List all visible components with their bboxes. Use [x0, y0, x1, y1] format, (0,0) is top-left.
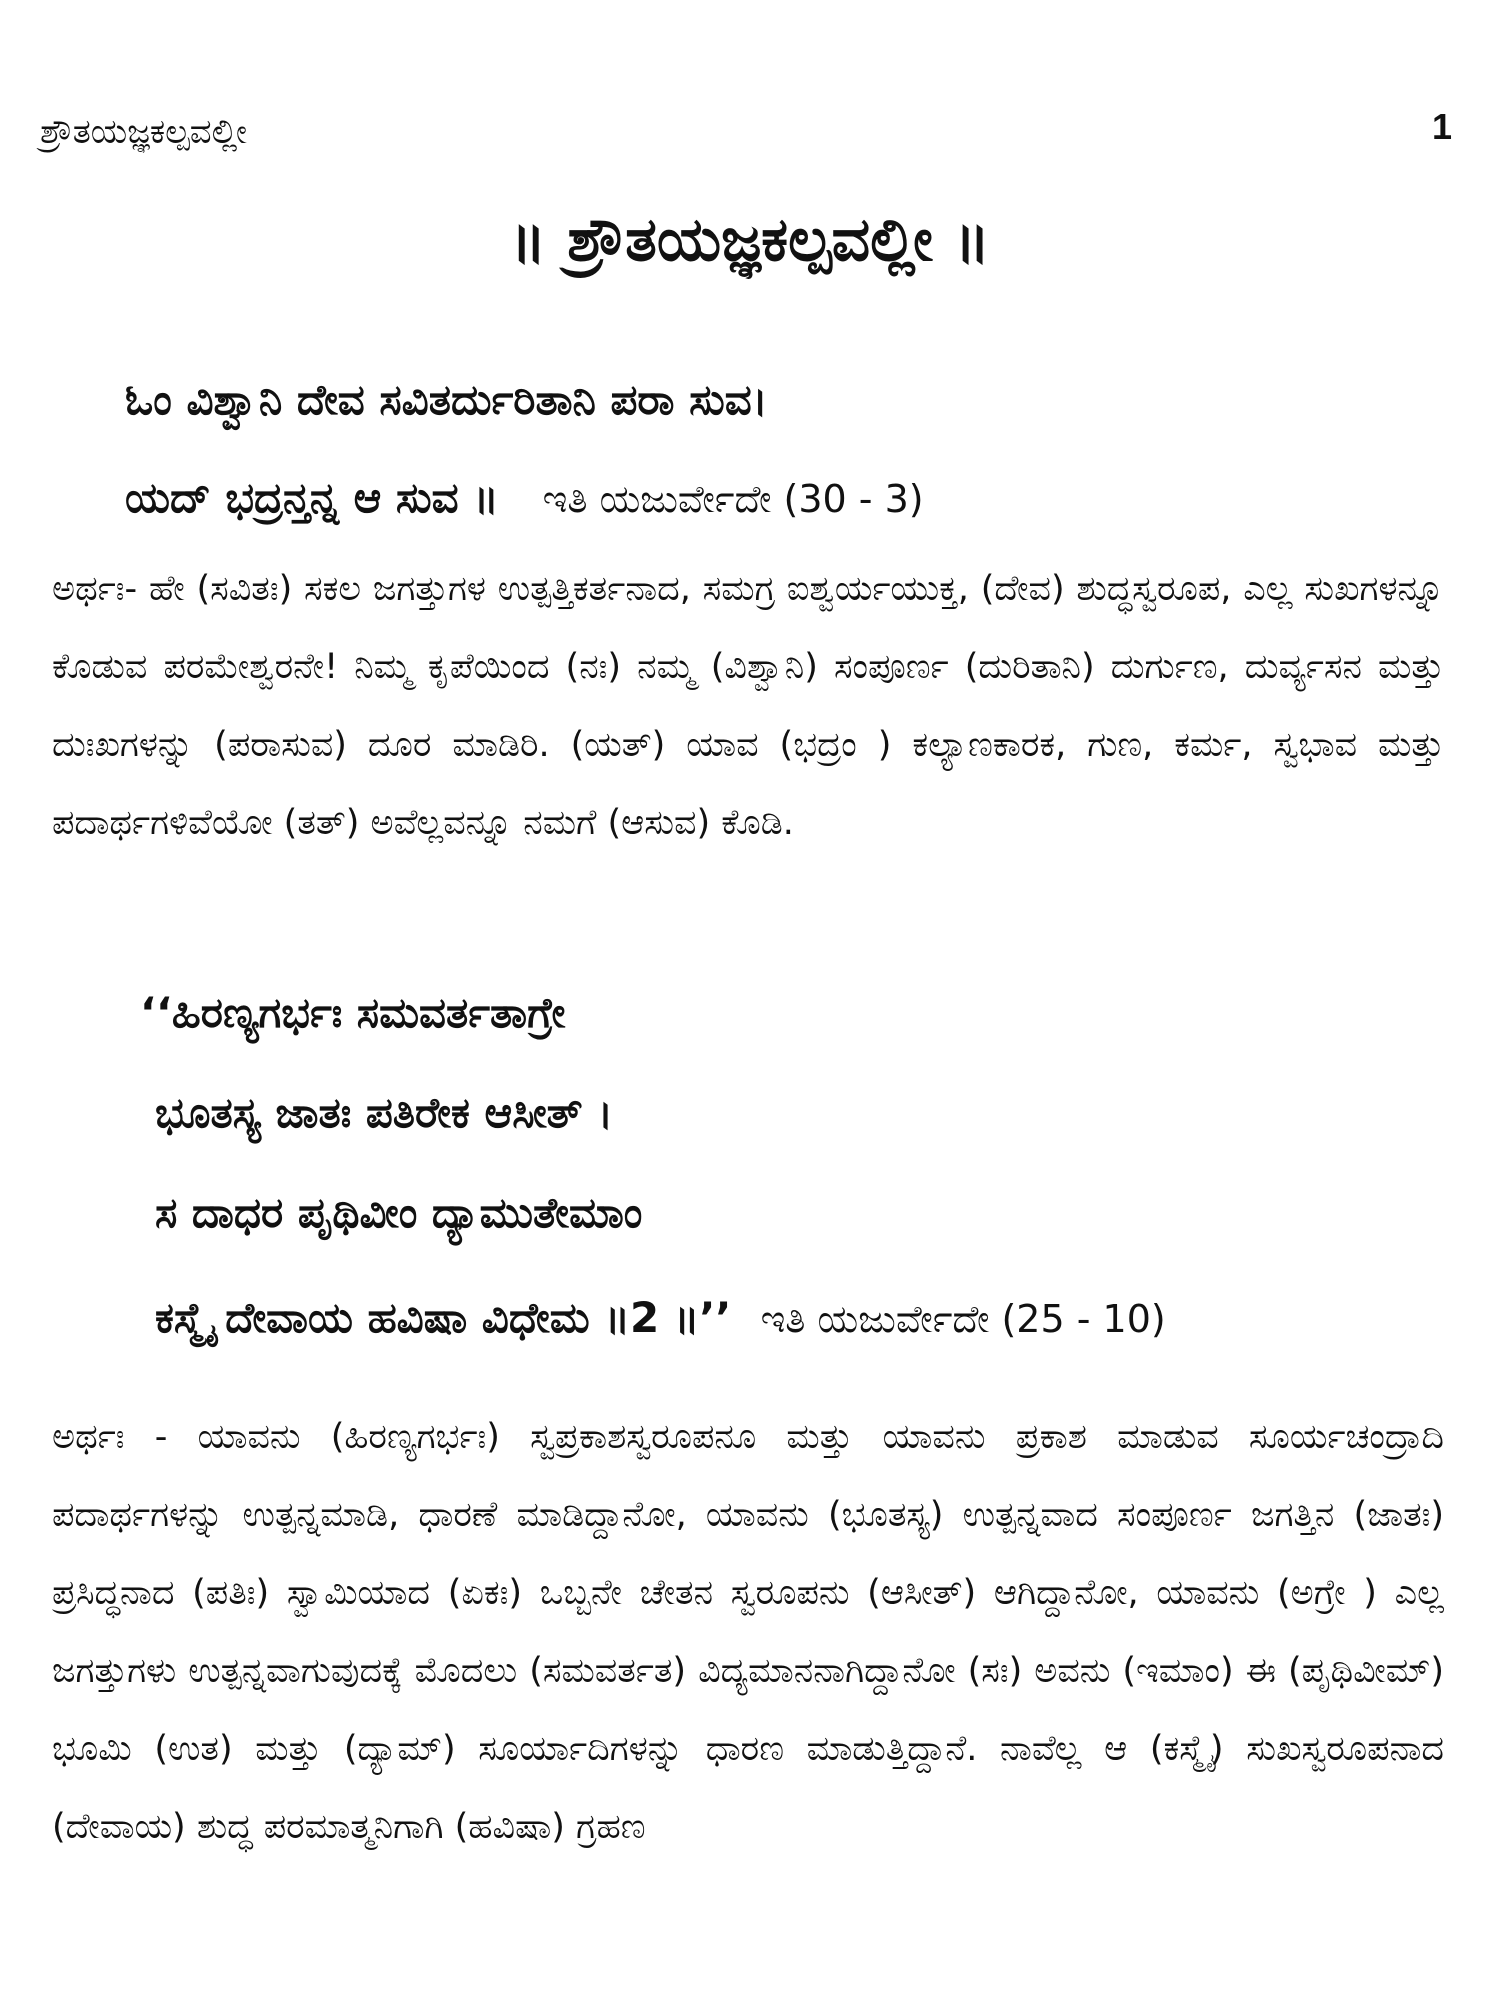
mantra2-line2: ಭೂತಸ್ಯ ಜಾತಃ ಪತಿರೇಕ ಆಸೀತ್ । — [155, 1088, 614, 1137]
mantra2-line1: ‘‘ಹಿರಣ್ಯಗರ್ಭಃ ಸಮವರ್ತತಾಗ್ರೇ — [140, 988, 566, 1037]
mantra1-line2-wrap — [125, 470, 924, 527]
running-title: ಶ್ರೌತಯಜ್ಞಕಲ್ಪವಲ್ಲೀ — [40, 112, 248, 152]
mantra1-line1: ಓಂ ವಿಶ್ವಾನಿ ದೇವ ಸವಿತರ್ದುರಿತಾನಿ ಪರಾ ಸುವ। — [125, 375, 768, 424]
meaning1-paragraph: ಅರ್ಥಃ- ಹೇ (ಸವಿತಃ) ಸಕಲ ಜಗತ್ತುಗಳ ಉತ್ಪತ್ತಿಕರ್ತನಾದ, ಸಮಗ್ರ ಐಶ್ವರ್ಯಯುಕ್ತ, (ದೇವ) ಶುದ್ಧಸ್ವರೂಪ, ಎಲ್ಲ ಸುಖಗಳನ್ನೂ ಕೊಡುವ ಪರಮೇಶ್ವರನೇ! ನಿಮ್ಮ ಕೃಪೆಯಿಂದ (ನಃ) ನಮ್ಮ (ವಿಶ್ವಾನಿ) ಸಂಪೂರ್ಣ (ದುರಿತಾನಿ) ದುರ್ಗುಣ, ದುರ್ವ್ಯಸನ ಮತ್ತು ದುಃಖಗಳನ್ನು (ಪರಾಸುವ) ದೂರ ಮಾಡಿರಿ. (ಯತ್) ಯಾವ (ಭದ್ರಂ ) ಕಲ್ಯಾಣಕಾರಕ, ಗುಣ, ಕರ್ಮ, ಸ್ವಭಾವ ಮತ್ತು ಪದಾರ್ಥಗಳಿವೆಯೋ (ತತ್) ಅವೆಲ್ಲವನ್ನೂ ನಮಗೆ (ಆಸುವ) ಕೊಡಿ. — [52, 569, 1444, 843]
mantra2-reference: ಇತಿ ಯಜುರ್ವೇದೇ (25 - 10) — [760, 1297, 1166, 1341]
mantra2-line3: ಸ ದಾಧರ ಪೃಥಿವೀಂ ದ್ಯಾಮುತೇಮಾಂ — [155, 1188, 643, 1237]
mantra1-reference: ಇತಿ ಯಜುರ್ವೇದೇ (30 - 3) — [542, 477, 924, 521]
page-number: 1 — [1431, 106, 1452, 147]
mantra1-line2: ಯದ್ ಭದ್ರನ್ತನ್ನ ಆ ಸುವ ॥ — [125, 473, 499, 522]
page-title: ॥ ಶ್ರೌತಯಜ್ಞಕಲ್ಪವಲ್ಲೀ ॥ — [509, 205, 991, 275]
meaning2-paragraph: ಅರ್ಥಃ - ಯಾವನು (ಹಿರಣ್ಯಗರ್ಭಃ) ಸ್ವಪ್ರಕಾಶಸ್ವರೂಪನೂ ಮತ್ತು ಯಾವನು ಪ್ರಕಾಶ ಮಾಡುವ ಸೂರ್ಯಚಂದ್ರಾದಿ ಪದಾರ್ಥಗಳನ್ನು ಉತ್ಪನ್ನಮಾಡಿ, ಧಾರಣೆ ಮಾಡಿದ್ದಾನೋ, ಯಾವನು (ಭೂತಸ್ಯ) ಉತ್ಪನ್ನವಾದ ಸಂಪೂರ್ಣ ಜಗತ್ತಿನ (ಜಾತಃ) ಪ್ರಸಿದ್ಧನಾದ (ಪತಿಃ) ಸ್ವಾಮಿಯಾದ (ಏಕಃ) ಒಬ್ಬನೇ ಚೇತನ ಸ್ವರೂಪನು (ಆಸೀತ್) ಆಗಿದ್ದಾನೋ, ಯಾವನು (ಅಗ್ರೇ ) ಎಲ್ಲ ಜಗತ್ತುಗಳು ಉತ್ಪನ್ನವಾಗುವುದಕ್ಕೆ ಮೊದಲು (ಸಮವರ್ತತ) ವಿದ್ಯಮಾನನಾಗಿದ್ದಾನೋ (ಸಃ) ಅವನು (ಇಮಾಂ) ಈ (ಪೃಥಿವೀಮ್) ಭೂಮಿ (ಉತ) ಮತ್ತು (ದ್ಯಾಮ್) ಸೂರ್ಯಾದಿಗಳನ್ನು ಧಾರಣ ಮಾಡುತ್ತಿದ್ದಾನೆ. ನಾವೆಲ್ಲ ಆ (ಕಸ್ಮೈ) ಸುಖಸ್ವರೂಪನಾದ (ದೇವಾಯ) ಶುದ್ಧ ಪರಮಾತ್ಮನಿಗಾಗಿ (ಹವಿಷಾ) ಗ್ರಹಣ — [52, 1417, 1444, 1847]
mantra2-line4: ಕಸ್ಮೈ ದೇವಾಯ ಹವಿಷಾ ವಿಧೇಮ ॥2 ॥’’ — [155, 1293, 732, 1342]
mantra2-line4-wrap — [155, 1290, 1166, 1347]
